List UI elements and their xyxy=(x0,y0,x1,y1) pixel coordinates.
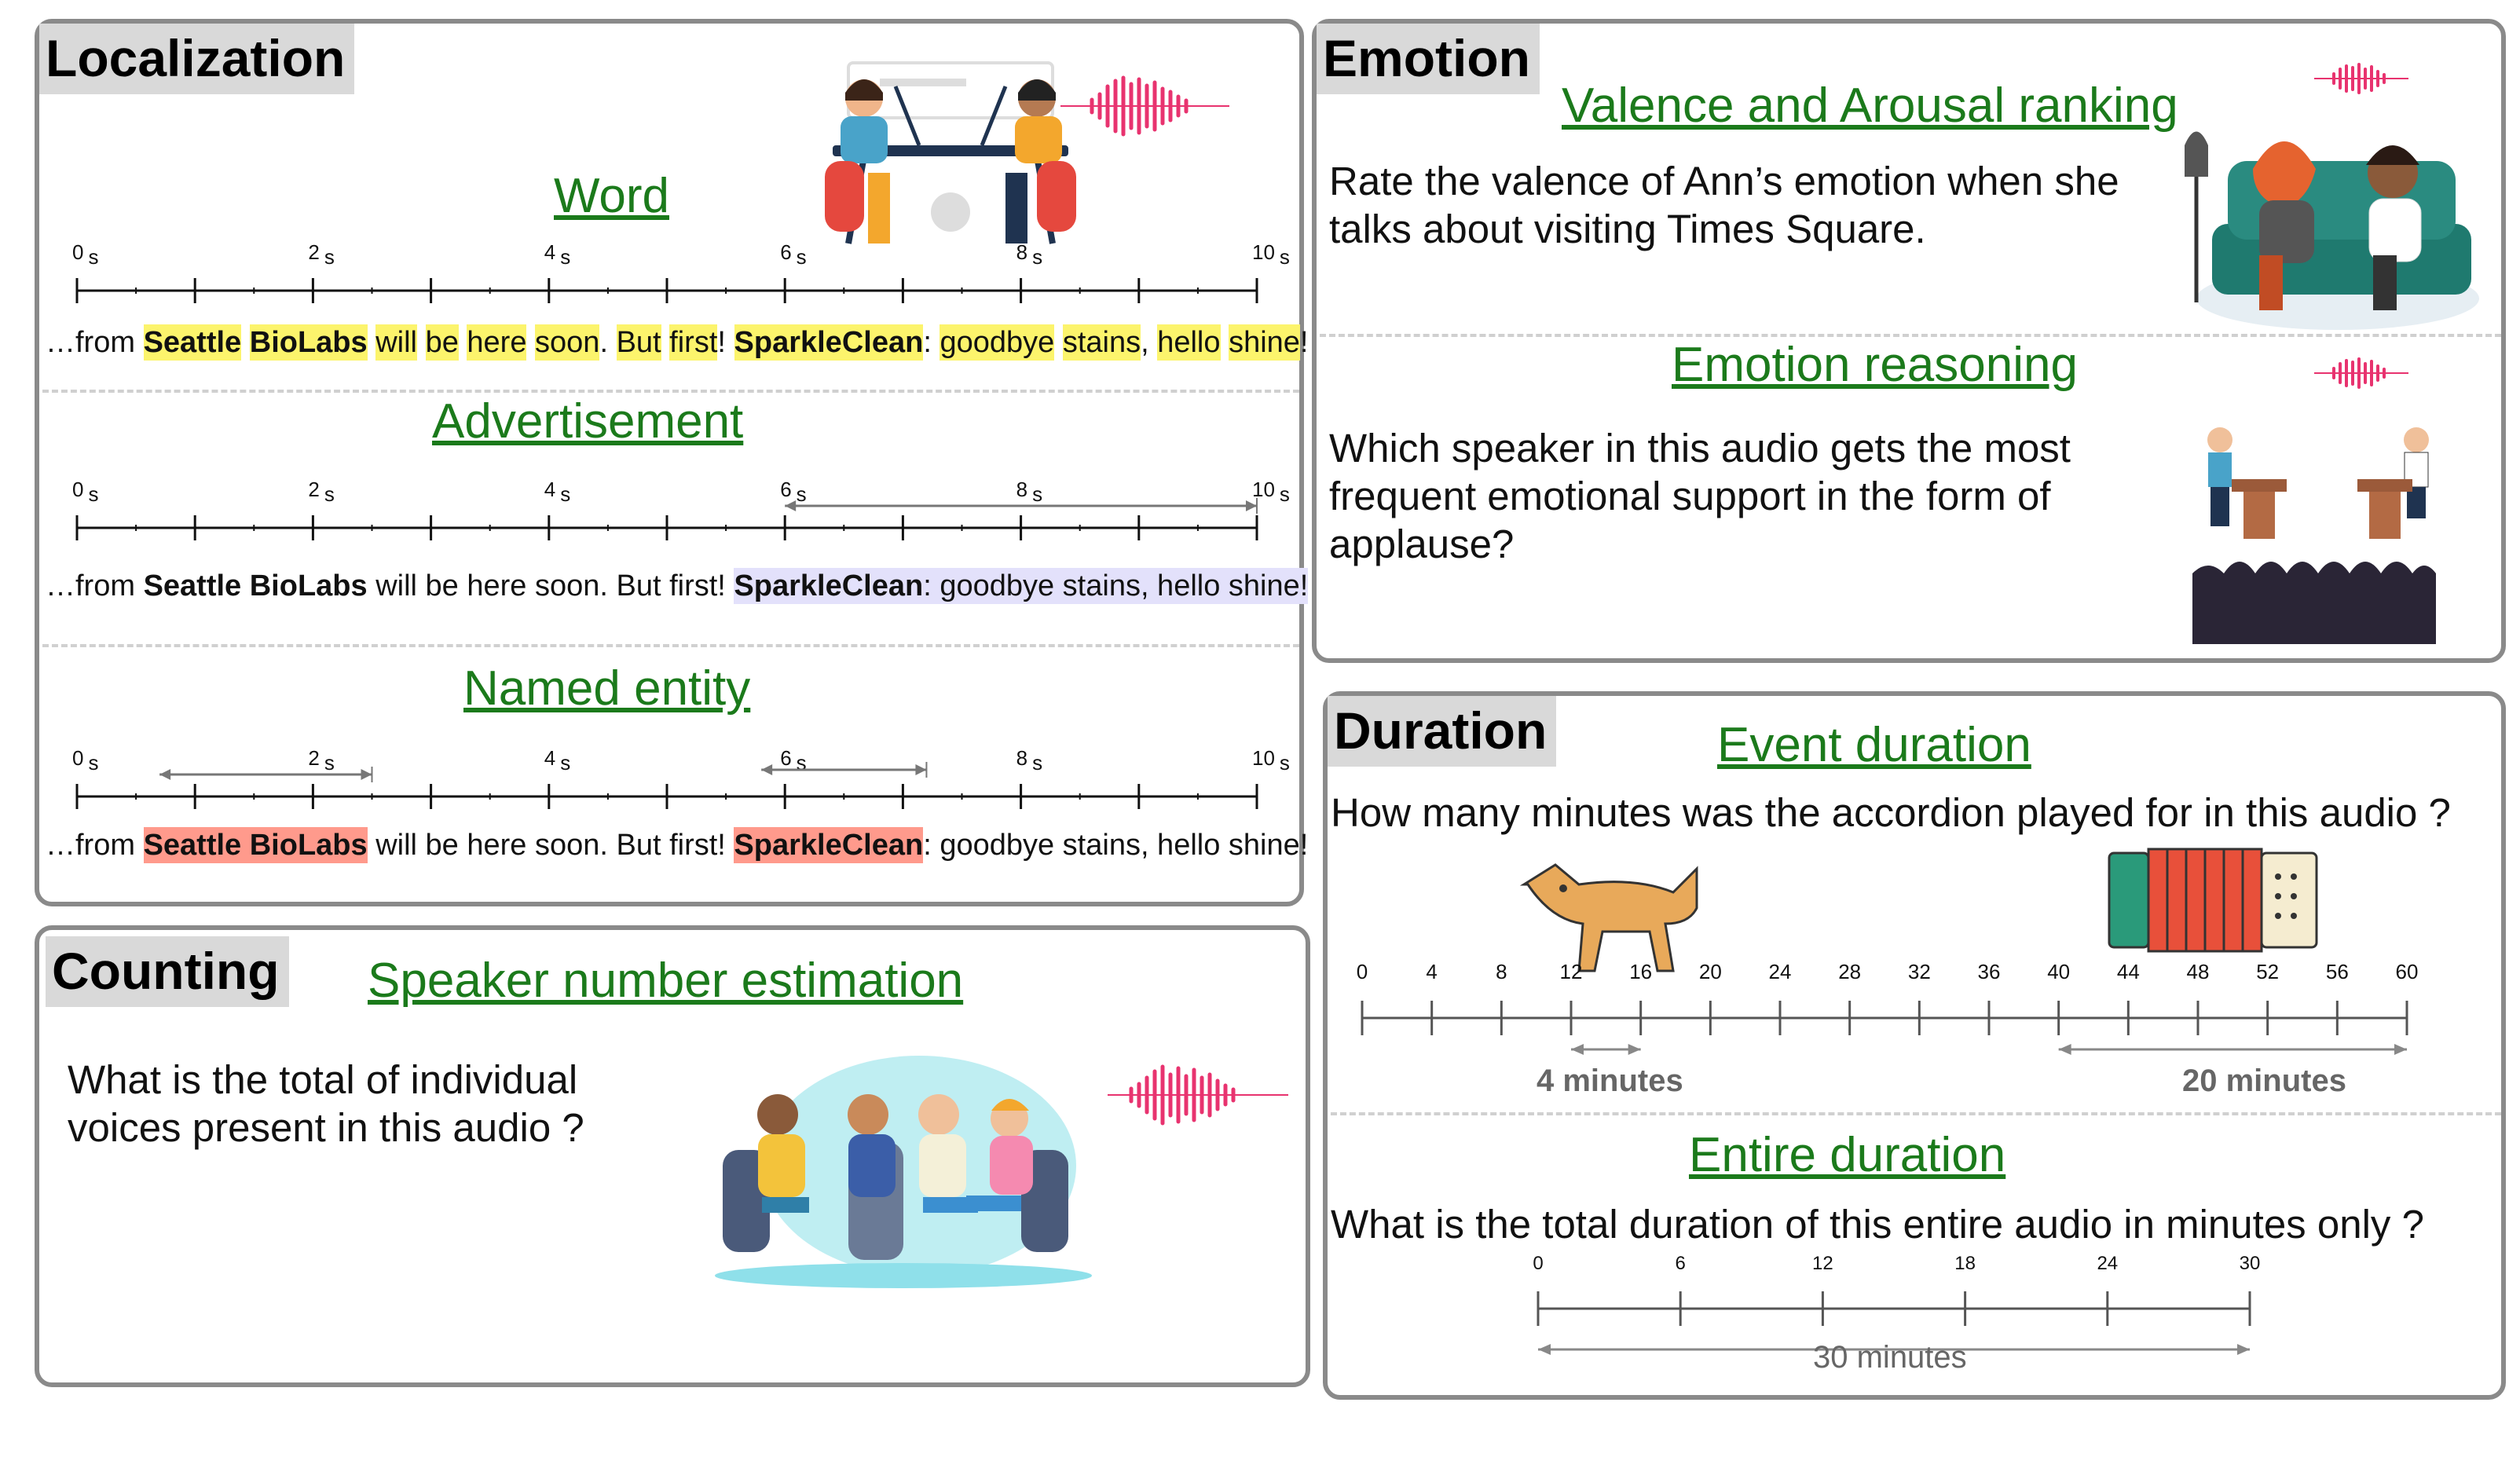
ne-axis-svg xyxy=(39,735,1296,822)
event-duration-subtitle: Event duration xyxy=(1717,718,2031,772)
word-token: : xyxy=(923,326,940,359)
tick-label: 16 xyxy=(1629,960,1653,983)
ad-highlight-rest: : goodbye stains, hello shine! xyxy=(923,569,1309,602)
divider xyxy=(1320,334,2501,337)
tick-label: 10 s xyxy=(1252,746,1290,774)
event-span1-label: 4 minutes xyxy=(1537,1064,1683,1098)
event-duration-question: How many minutes was the accordion played for in this audio ? xyxy=(1331,790,2451,835)
ne-entity-1: Seattle BioLabs xyxy=(143,829,368,862)
tick-label: 56 xyxy=(2325,960,2349,983)
tick-label: 10 s xyxy=(1252,240,1290,269)
duration-panel xyxy=(1323,691,2506,1400)
word-token: SparkleClean xyxy=(734,326,924,359)
word-token xyxy=(1054,324,1063,361)
arrow-head xyxy=(1538,1344,1551,1355)
arrow-head xyxy=(159,769,170,780)
word-token: shine xyxy=(1229,326,1300,359)
accordion-illustration xyxy=(2105,845,2325,955)
tick-label: 20 xyxy=(1698,960,1722,983)
podcast-illustration xyxy=(801,55,1100,251)
barking-dog-illustration xyxy=(1516,853,1705,979)
named-entity-sentence xyxy=(46,825,1308,866)
word-axis-svg xyxy=(39,229,1296,316)
tick-label: 12 xyxy=(1812,1253,1833,1274)
tick-label: 18 xyxy=(1954,1253,1976,1274)
tick-label: 4 s xyxy=(544,478,571,506)
audience-applause-illustration xyxy=(2189,393,2440,644)
event-span2-label: 20 minutes xyxy=(2182,1064,2346,1098)
conversation-sofa-illustration xyxy=(2181,67,2479,334)
word-token: stains xyxy=(1062,326,1141,359)
tick-label: 40 xyxy=(2047,960,2071,983)
ne-sentence-mid: will be here soon. But first! xyxy=(367,829,734,862)
audio-waveform-icon xyxy=(1108,1064,1288,1126)
entire-duration-question: What is the total duration of this entire audio in minutes only ? xyxy=(1331,1202,2424,1247)
tick-label: 60 xyxy=(2395,960,2419,983)
word-token: ! xyxy=(1299,326,1309,359)
word-token xyxy=(417,324,426,361)
entire-duration-subtitle: Entire duration xyxy=(1689,1128,2006,1182)
ne-entity-2: SparkleClean xyxy=(734,829,924,862)
word-token: be xyxy=(425,326,459,359)
ad-sentence-mid: will be here soon. But first! xyxy=(367,569,734,602)
tick-label: 2 s xyxy=(308,746,335,774)
arrow-head xyxy=(1628,1044,1641,1055)
valence-subtitle: Valence and Arousal ranking xyxy=(1562,79,2178,133)
named-entity-subtitle: Named entity xyxy=(463,661,751,716)
counting-question: What is the total of individual voices present in this audio ? xyxy=(68,1057,584,1150)
word-token: …from xyxy=(46,326,144,359)
localization-title: Localization xyxy=(39,24,354,94)
tick-label: 44 xyxy=(2116,960,2140,983)
tick-label: 8 s xyxy=(1016,478,1043,506)
tick-label: 2 s xyxy=(308,478,335,506)
reasoning-subtitle: Emotion reasoning xyxy=(1672,338,2078,392)
tick-label: 0 s xyxy=(72,746,99,774)
arrow-head xyxy=(1246,500,1257,511)
event-axis-svg xyxy=(1328,960,2506,1073)
divider xyxy=(42,644,1299,647)
word-token: hello xyxy=(1157,326,1221,359)
ne-sentence-end: : goodbye stains, hello shine! xyxy=(923,829,1309,862)
entire-span-label: 30 minutes xyxy=(1813,1340,1967,1375)
tick-label: 48 xyxy=(2186,960,2210,983)
tick-label: 4 s xyxy=(544,746,571,774)
ne-sentence-start: …from xyxy=(46,829,144,862)
arrow-head xyxy=(761,764,772,775)
divider xyxy=(42,390,1299,393)
duration-title: Duration xyxy=(1328,696,1556,767)
tick-label: 2 s xyxy=(308,240,335,269)
ad-axis-svg xyxy=(39,467,1296,553)
arrow-head xyxy=(2059,1044,2071,1055)
word-token: will xyxy=(375,326,417,359)
word-token: here xyxy=(467,326,527,359)
word-token: But xyxy=(616,326,661,359)
arrow-head xyxy=(2394,1044,2407,1055)
word-token: first xyxy=(669,326,718,359)
ad-sentence-start: …from xyxy=(46,569,144,602)
reasoning-question: Which speaker in this audio gets the most frequent emotional support in the form of applause? xyxy=(1329,426,2071,566)
arrow-head xyxy=(915,764,926,775)
word-token xyxy=(459,324,467,361)
tick-label: 0 xyxy=(1356,960,1368,983)
divider xyxy=(1331,1112,2501,1115)
word-token: goodbye xyxy=(940,326,1055,359)
word-token: BioLabs xyxy=(249,326,368,359)
word-token: ! xyxy=(717,326,734,359)
tick-label: 24 xyxy=(1768,960,1792,983)
tick-label: 52 xyxy=(2256,960,2280,983)
tick-label: 28 xyxy=(1838,960,1862,983)
group-discussion-illustration xyxy=(707,1056,1115,1291)
counting-panel xyxy=(35,925,1310,1387)
localization-panel xyxy=(35,19,1309,906)
word-token: soon xyxy=(535,326,600,359)
word-token: Seattle xyxy=(143,326,242,359)
word-token xyxy=(368,324,376,361)
word-token xyxy=(1221,324,1229,361)
tick-label: 6 xyxy=(1675,1253,1686,1274)
word-sentence xyxy=(46,322,1308,363)
tick-label: 4 s xyxy=(544,240,571,269)
tick-label: 6 s xyxy=(780,746,807,774)
tick-label: 6 s xyxy=(780,478,807,506)
tick-label: 8 xyxy=(1496,960,1507,983)
counting-title: Counting xyxy=(46,936,289,1007)
tick-label: 8 s xyxy=(1016,746,1043,774)
arrow-head xyxy=(2237,1344,2250,1355)
word-token xyxy=(241,324,250,361)
arrow-head xyxy=(1571,1044,1584,1055)
arrow-head xyxy=(785,500,796,511)
word-token: . xyxy=(599,326,617,359)
tick-label: 0 xyxy=(1533,1253,1544,1274)
advertisement-subtitle: Advertisement xyxy=(432,394,744,449)
audio-waveform-icon xyxy=(2314,357,2408,389)
tick-label: 10 s xyxy=(1252,478,1290,506)
tick-label: 30 xyxy=(2239,1253,2261,1274)
tick-label: 36 xyxy=(1977,960,2001,983)
audio-waveform-icon xyxy=(2314,63,2408,94)
arrow-head xyxy=(361,769,372,780)
word-token xyxy=(526,324,535,361)
ad-sentence-org: Seattle BioLabs xyxy=(143,569,368,602)
emotion-title: Emotion xyxy=(1317,24,1540,94)
word-token: , xyxy=(1141,326,1158,359)
valence-question: Rate the valence of Ann’s emotion when she talks about visiting Times Square. xyxy=(1329,159,2119,251)
tick-label: 8 s xyxy=(1016,240,1043,269)
word-token xyxy=(661,324,670,361)
advertisement-sentence xyxy=(46,566,1308,606)
tick-label: 0 s xyxy=(72,478,99,506)
tick-label: 12 xyxy=(1559,960,1583,983)
emotion-panel xyxy=(1312,19,2506,663)
tick-label: 32 xyxy=(1907,960,1931,983)
tick-label: 4 xyxy=(1426,960,1438,983)
tick-label: 6 s xyxy=(780,240,807,269)
counting-subtitle: Speaker number estimation xyxy=(368,954,964,1008)
tick-label: 24 xyxy=(2097,1253,2119,1274)
ad-highlight-brand: SparkleClean xyxy=(734,569,924,602)
audio-waveform-icon xyxy=(1060,75,1229,137)
tick-label: 0 s xyxy=(72,240,99,269)
word-subtitle: Word xyxy=(554,169,670,223)
